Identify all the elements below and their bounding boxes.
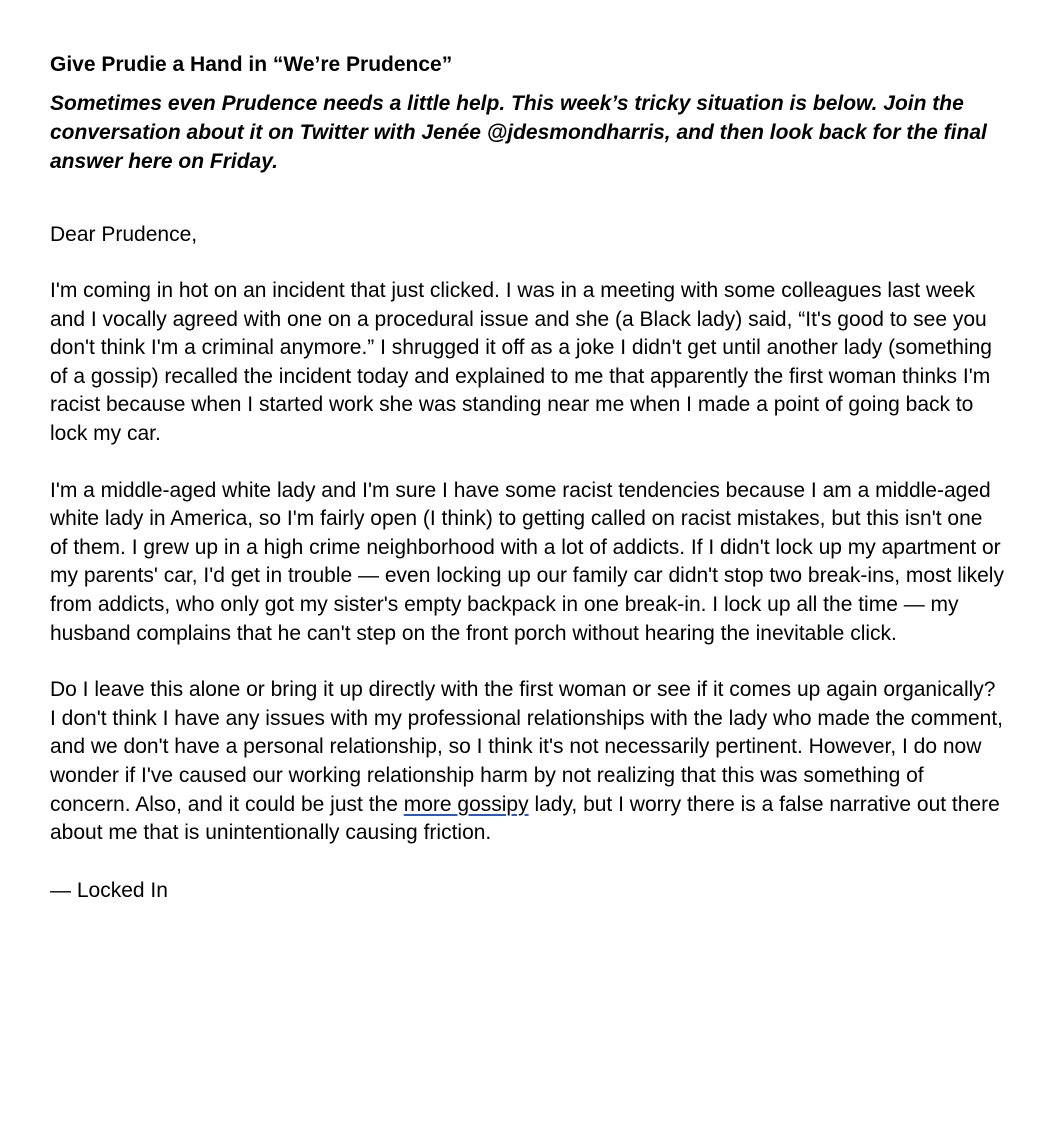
- article-title: Give Prudie a Hand in “We’re Prudence”: [50, 53, 453, 76]
- letter-paragraph-1: I'm coming in hot on an incident that just clicked. I was in a meeting with some colleagues last week and I vocally agreed with one on a procedural issue and she (a Black lady) said, “It's good to see you don't think I'm a criminal anymore.” I shrugged it off as a joke I didn't get until another lady (something of a gossip) recalled the incident today and explained to me that apparently the first woman thinks I'm racist because when I started work she was standing near me when I made a point of going back to lock my car.: [50, 279, 992, 445]
- paragraph-3-text-end: lady, but I worry there is a false narrative out there about me that is unintentionally causing friction.: [50, 792, 1000, 845]
- letter-signoff: — Locked In: [50, 878, 168, 902]
- intro-text: Sometimes even Prudence needs a little help. This week’s tricky situation is below. Join the conversation about it on Twitter with Jenée @jdesmondharris, and then look back for the final answer here on Friday.: [50, 92, 987, 173]
- letter-salutation: Dear Prudence,: [50, 223, 198, 246]
- letter-paragraph-2: I'm a middle-aged white lady and I'm sure I have some racist tendencies because I am a middle-aged white lady in America, so I'm fairly open (I think) to getting called on racist mistakes, but this isn't one of them. I grew up in a high crime neighborhood with a lot of addicts. If I didn't lock up my apartment or my parents' car, I'd get in trouble — even locking up our family car didn't stop two break-ins, most likely from addicts, who only got my sister's empty backpack in one break-in. I lock up all the time — my husband complains that he can't step on the front porch without hearing the inevitable click.: [50, 478, 1004, 645]
- paragraph-3-text-start: Do I leave this alone or bring it up directly with the first woman or see if it comes up again organically? I don't think I have any issues with my professional relationships with the lady who made the comment, and we don't have a personal relationship, so I think it's not necessarily pertinent. However, I do now wonder if I've caused our working relationship harm by not realizing that this was something of concern. Also, and it could be just the: [50, 678, 1003, 816]
- more-gossipy-link[interactable]: more gossipy: [403, 792, 529, 816]
- letter-paragraph-3: [50, 676, 1005, 848]
